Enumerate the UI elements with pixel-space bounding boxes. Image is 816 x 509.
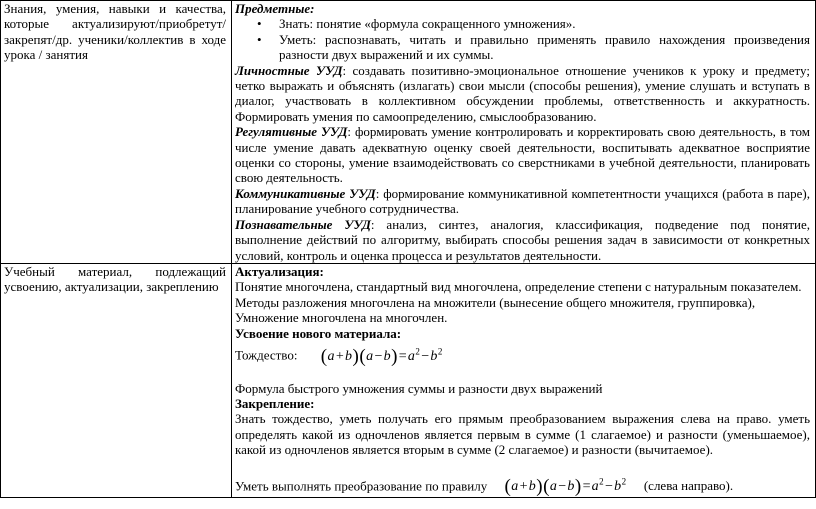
identity-formula (320, 345, 443, 367)
cognitive-uud (235, 217, 810, 263)
formula-var-a: a (591, 479, 600, 495)
table-row-material (1, 263, 816, 497)
outcomes-label-cell (1, 1, 232, 264)
actualization-line: Умножение многочлена на многочлен. (235, 310, 448, 326)
communicative-uud-text: : формирование коммуникативной компетентности учащихся (работа в паре), планирование учебного сотрудничества. (235, 185, 810, 217)
formula-power: 2 (415, 345, 421, 356)
regulatory-uud-text: : формировать умение контролировать и корректировать свою деятельность, в том числе умение давать адекватную оценку своей деятельности, воспитывать адекватное восприятие оценки со стороны, умение взаимодействовать со сверстниками в учебной деятельности, планировать свою деятельность. (235, 124, 810, 186)
formula-equals: = (397, 348, 408, 364)
outcomes-label: Знания, умения, навыки и качества, которые актуализируют/приобретут/закрепят/др. ученики/коллектив в ходе урока / занятия (4, 1, 226, 63)
formula-var-a: a (327, 348, 336, 364)
personal-uud-heading: Личностные УУД (235, 62, 343, 78)
formula-power: 2 (621, 476, 627, 487)
formula-paren-open: ( (504, 476, 512, 498)
formula-paren-close: ) (574, 476, 582, 498)
material-label: Учебный материал, подлежащий усвоению, актуализации, закреплению (4, 263, 226, 295)
actualization-line: Методы разложения многочлена на множители (вынесение общего множителя, группировка), (235, 294, 756, 310)
list-item: • Уметь: распознавать, читать и правильно применять правило нахождения произведения разности двух выражений и их суммы. (235, 32, 810, 63)
personal-uud (235, 63, 810, 125)
consolidation-text: Знать тождество, уметь получать его прямым преобразованием выражения слева на право. уметь определять какой из одночленов является первым в сумме (1 слагаемое) и разности (уменьшаемое), какой из одночленов является вторым в сумме (2 слагаемое) и разности (вычитаемое). (235, 411, 810, 458)
spacer (235, 458, 810, 472)
formula-var-b: b (344, 348, 353, 364)
formula-minus: − (604, 479, 615, 495)
formula-var-b: b (567, 479, 575, 495)
subject-list (235, 16, 810, 62)
subject-heading: Предметные: (235, 1, 315, 16)
cognitive-uud-heading: Познавательные УУД (235, 216, 371, 232)
consolidation-heading: Закрепление: (235, 396, 315, 411)
identity-line (235, 341, 810, 367)
formula-var-a: a (407, 348, 416, 364)
outcomes-content-cell (232, 1, 816, 264)
formula-plus: + (518, 479, 529, 495)
formula-paren-close: ) (536, 476, 544, 498)
rule-formula (504, 476, 627, 498)
formula-plus: + (335, 348, 345, 364)
formula-var-b: b (383, 348, 392, 364)
regulatory-uud (235, 124, 810, 186)
actualization-heading: Актуализация: (235, 263, 324, 279)
formula-var-b: b (614, 479, 622, 495)
formula-paren-open: ( (359, 345, 367, 367)
formula-minus: − (420, 348, 431, 364)
communicative-uud-heading: Коммуникативные УУД (235, 185, 376, 201)
formula-paren-close: ) (352, 345, 360, 367)
rule-line (235, 472, 810, 498)
formula-minus: − (373, 348, 384, 364)
formula-power: 2 (599, 476, 605, 487)
rule-suffix: (слева направо). (643, 478, 734, 494)
formula-paren-open: ( (320, 345, 328, 367)
formula-var-a: a (549, 479, 558, 495)
new-material-heading: Усвоение нового материала: (235, 325, 402, 341)
formula-name: Формула быстрого умножения суммы и разности двух выражений (235, 380, 603, 396)
list-item: • Знать: понятие «формула сокращенного умножения». (235, 16, 810, 31)
formula-var-b: b (430, 348, 438, 364)
spacer (235, 367, 810, 381)
actualization-line: Понятие многочлена, стандартный вид многочлена, определение степени с натуральным показателем. (235, 279, 802, 295)
rule-prefix: Уметь выполнять преобразование по правилу (235, 478, 488, 494)
formula-var-a: a (511, 479, 519, 495)
formula-var-a: a (366, 348, 374, 364)
formula-minus: − (557, 479, 568, 495)
material-label-cell (1, 263, 232, 497)
table-row-outcomes (1, 1, 816, 264)
personal-uud-text: : создавать позитивно-эмоциональное отношение учеников к уроку и предмету; четко выражать и объяснять (излагать) свои мысли (способы решения), умение слушать и вступать в диалог, участвовать в коллективном обсуждении проблемы, ответственность и аккуратность. Формировать умения по самоопределению, смыслообразованию. (235, 62, 810, 124)
formula-paren-close: ) (391, 345, 398, 367)
material-content-cell (232, 263, 816, 497)
formula-paren-open: ( (543, 476, 550, 498)
identity-label: Тождество: (235, 347, 298, 363)
cognitive-uud-text: : анализ, синтез, аналогия, классификация, подведение под понятие, выполнение действий по алгоритму, выбирать способы решения задач в зависимости от конкретных условий, контроль и оценка процесса и результатов деятельности. (235, 216, 810, 263)
formula-power: 2 (437, 345, 443, 356)
regulatory-uud-heading: Регулятивные УУД (235, 124, 348, 140)
formula-equals: = (581, 479, 592, 495)
formula-var-b: b (528, 479, 537, 495)
communicative-uud (235, 186, 810, 217)
